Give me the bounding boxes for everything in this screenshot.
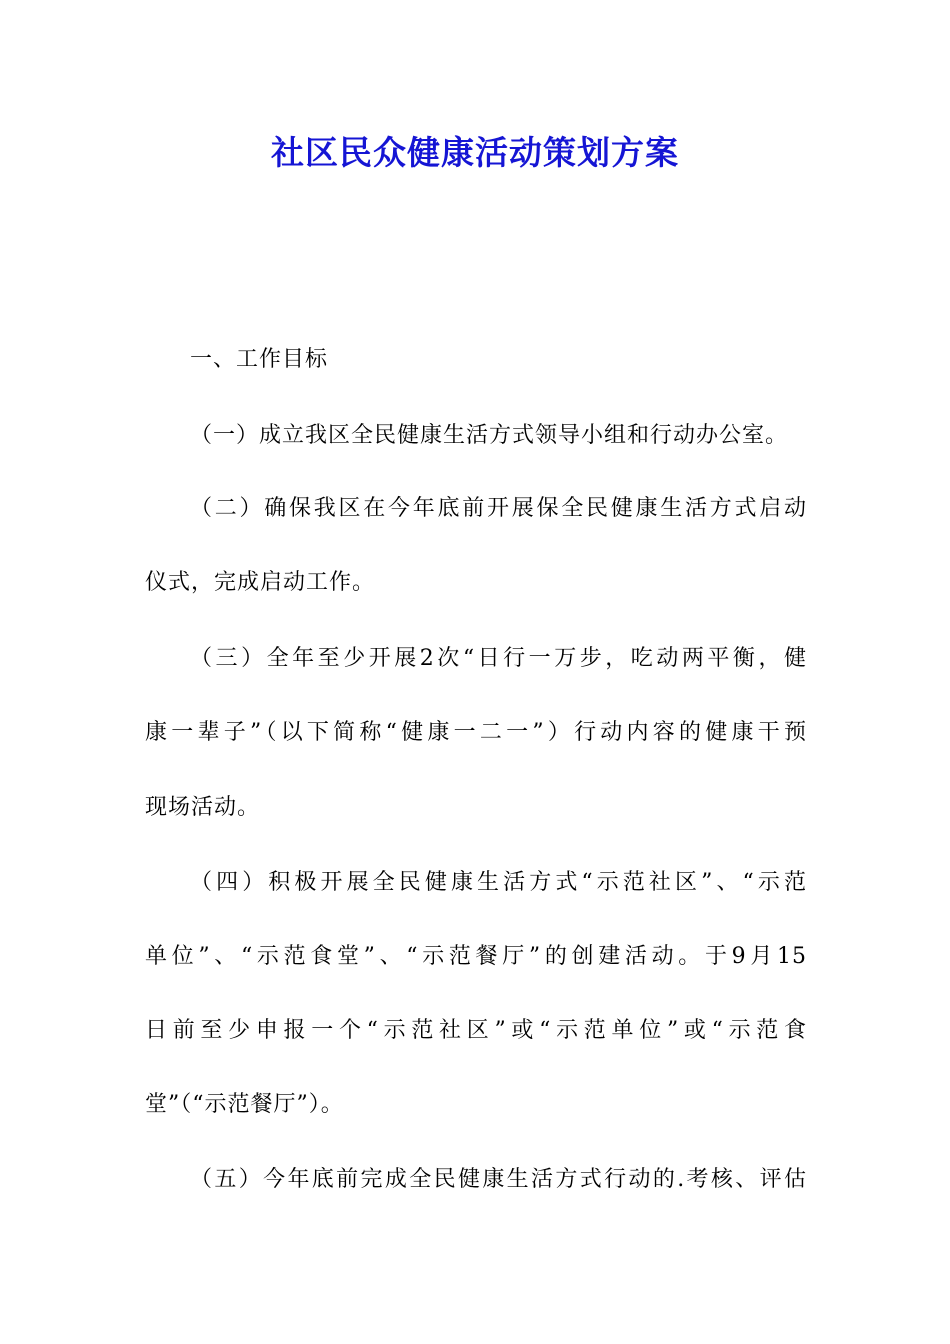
paragraph-line: 康一辈子”（以下简称“健康一二一”）行动内容的健康干预 [145,720,807,745]
paragraph-line: （四）积极开展全民健康生活方式“示范社区”、“示范 [190,870,807,895]
paragraph-line: （五）今年底前完成全民健康生活方式行动的.考核、评估 [190,1167,807,1192]
document-title: 社区民众健康活动策划方案 [271,133,679,172]
paragraph-line: 堂”（“示范餐厅”）。 [145,1092,344,1117]
section-heading: 一、工作目标 [190,347,329,372]
paragraph-line: （一）成立我区全民健康生活方式领导小组和行动办公室。 [190,423,789,448]
paragraph-line: 仪式，完成启动工作。 [145,570,376,595]
paragraph-line: 日前至少申报一个“示范社区”或“示范单位”或“示范食 [145,1018,807,1043]
paragraph-line: 单位”、“示范食堂”、“示范餐厅”的创建活动。于9月15 [145,944,807,969]
paragraph-line: （三）全年至少开展2次“日行一万步，吃动两平衡，健 [190,646,807,671]
paragraph-line: 现场活动。 [145,795,261,820]
paragraph-line: （二）确保我区在今年底前开展保全民健康生活方式启动 [190,496,807,521]
